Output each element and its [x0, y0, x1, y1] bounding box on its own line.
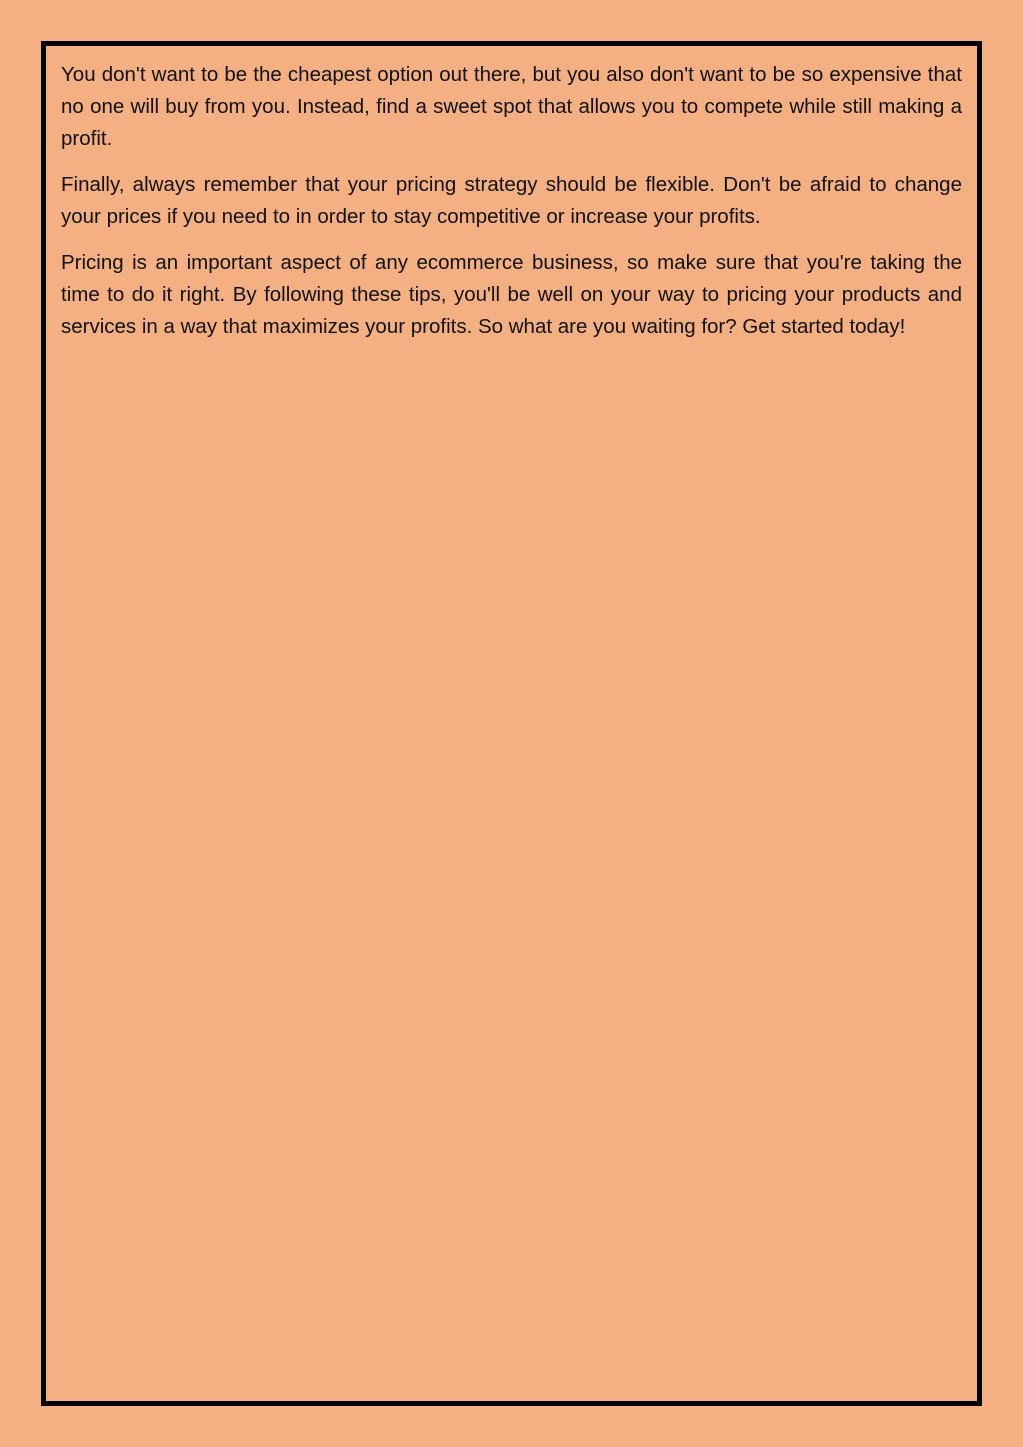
- paragraph-pricing-sweet-spot: You don't want to be the cheapest option out there, but you also don't want to be so expensive that no one will buy from you. Instead, find a sweet spot that allows you to compete while still making a profit.: [61, 63, 962, 150]
- paragraph-conclusion: Pricing is an important aspect of any ecommerce business, so make sure that you're taking the time to do it right. By following these tips, you'll be well on your way to pricing your products and services in a way that maximizes your profits. So what are you waiting for? Get started today!: [61, 251, 962, 338]
- document-body: [61, 59, 962, 357]
- paragraph-flexible-strategy: Finally, always remember that your pricing strategy should be flexible. Don't be afraid to change your prices if you need to in order to stay competitive or increase your profits.: [61, 173, 962, 228]
